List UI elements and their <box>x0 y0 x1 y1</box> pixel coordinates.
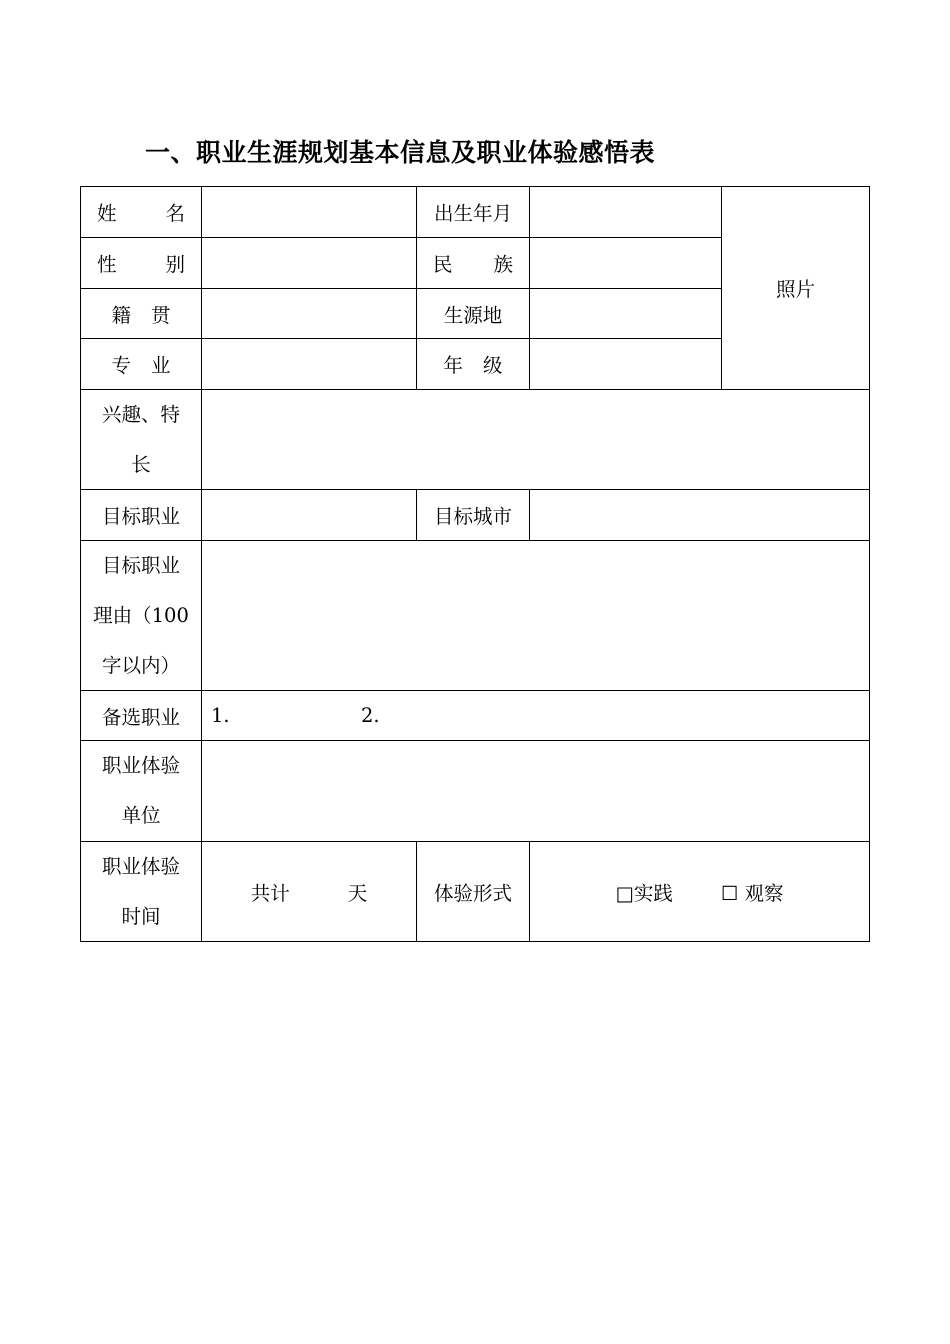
source-field[interactable] <box>530 289 721 338</box>
major-label: 专 业 <box>111 354 171 377</box>
reason-label: 目标职业 理由（100 字以内） <box>93 553 189 677</box>
alt-job-1-field[interactable]: 1. <box>211 704 230 727</box>
target-job-field[interactable] <box>202 490 416 540</box>
page-title: 一、职业生涯规划基本信息及职业体验感悟表 <box>145 138 656 167</box>
practice-checkbox[interactable]: □实践 <box>615 881 673 905</box>
gender-field[interactable] <box>202 238 416 288</box>
grade-field[interactable] <box>530 339 721 389</box>
target-city-label: 目标城市 <box>433 505 512 528</box>
exp-form-label: 体验形式 <box>433 881 512 905</box>
target-job-label: 目标职业 <box>101 505 180 528</box>
major-field[interactable] <box>202 339 416 389</box>
total-label: 共计 <box>250 881 290 905</box>
exp-unit-label: 职业体验 单位 <box>101 754 180 827</box>
gender-label: 性 别 <box>97 253 185 276</box>
ethnicity-field[interactable] <box>530 238 721 288</box>
observe-checkbox[interactable]: ☐ 观察 <box>720 881 784 905</box>
exp-unit-field[interactable] <box>202 741 869 841</box>
origin-field[interactable] <box>202 289 416 338</box>
photo-box[interactable]: 照片 <box>775 278 815 301</box>
exp-time-label: 职业体验 时间 <box>101 854 180 928</box>
target-city-field[interactable] <box>530 490 869 540</box>
exp-form-options <box>530 842 869 941</box>
days-label: 天 <box>347 881 368 905</box>
exp-days-field[interactable] <box>202 842 416 941</box>
interest-label: 兴趣、特 长 <box>101 402 180 476</box>
source-label: 生源地 <box>443 303 503 327</box>
birth-label: 出生年月 <box>433 202 512 225</box>
birth-field[interactable] <box>530 187 721 237</box>
reason-field[interactable] <box>202 541 869 690</box>
name-label: 姓 名 <box>97 202 185 225</box>
alt-job-2-field[interactable]: 2. <box>361 704 380 727</box>
ethnicity-label: 民 族 <box>433 253 513 276</box>
name-field[interactable] <box>202 187 416 237</box>
interest-field[interactable] <box>202 390 869 489</box>
grade-label: 年 级 <box>443 354 503 377</box>
origin-label: 籍 贯 <box>111 303 171 327</box>
alt-job-label: 备选职业 <box>101 705 180 729</box>
